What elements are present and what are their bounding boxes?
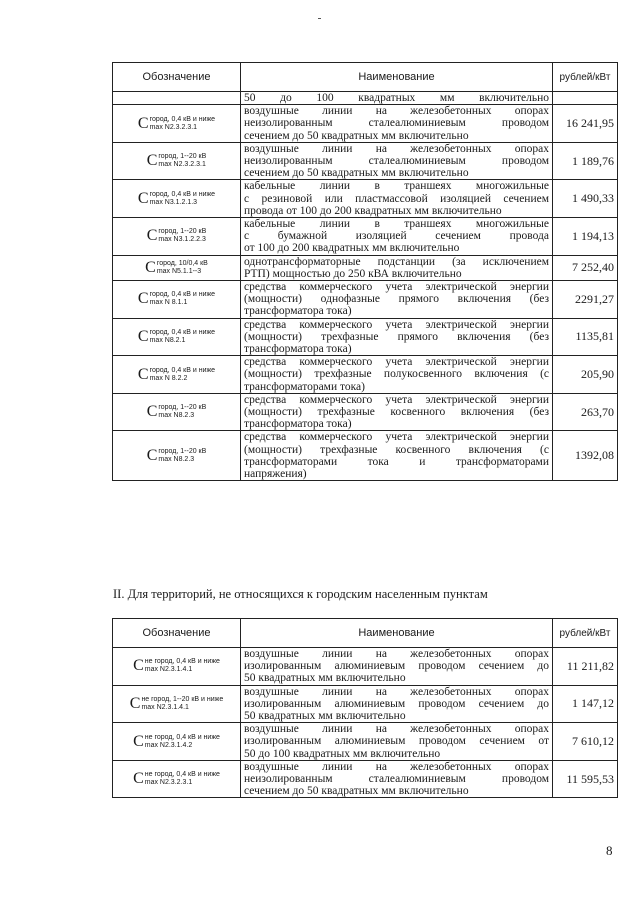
symbol-letter: C xyxy=(133,732,144,750)
symbol-subscript: max N2.3.1.4.2 xyxy=(144,741,193,749)
symbol-subscript: max N5.1.1--3 xyxy=(156,267,202,275)
name-line: воздушные линии на железобетонных опорах xyxy=(244,723,549,736)
name-line: воздушные линии на железобетонных опорах xyxy=(244,685,549,698)
name-line: воздушные линии на железобетонных опорах xyxy=(244,105,549,118)
name-line: изолированным алюминиевым проводом сечением до xyxy=(244,697,549,710)
name-cell xyxy=(241,255,553,280)
table-row xyxy=(113,760,618,798)
tariff-symbol xyxy=(133,734,220,750)
name-line: трансформаторами тока) xyxy=(244,380,365,393)
scan-mark xyxy=(318,18,321,19)
symbol-superscript: город, 0,4 кВ и ниже xyxy=(149,328,216,336)
table-row xyxy=(113,356,618,394)
symbol-superscript: город, 0,4 кВ и ниже xyxy=(149,366,216,374)
table-row xyxy=(113,431,618,481)
name-line: средства коммерческого учета электрической энергии xyxy=(244,356,549,369)
name-line: неизолированным сталеалюминиевым проводом xyxy=(244,155,549,168)
tariff-table-rural xyxy=(112,618,618,798)
symbol-subscript: max N2.3.1.4.1 xyxy=(141,703,189,711)
price-cell: 1135,81 xyxy=(553,318,618,356)
symbol-superscript: город, 0,4 кВ и ниже xyxy=(149,291,216,299)
symbol-cell xyxy=(113,180,241,218)
header-symbol: Обозначение xyxy=(113,63,241,92)
table-row xyxy=(113,180,618,218)
name-line: воздушные линии на железобетонных опорах xyxy=(244,648,549,660)
tariff-symbol xyxy=(130,696,223,712)
name-line: (мощности) трехфазные косвенного включения (с xyxy=(244,443,549,456)
symbol-letter: C xyxy=(146,227,158,245)
symbol-subscript: max N8.2.3 xyxy=(158,412,195,420)
tariff-symbol xyxy=(138,191,215,207)
symbol-letter: C xyxy=(133,657,144,675)
symbol-cell xyxy=(113,281,241,319)
name-line: воздушные линии на железобетонных опорах xyxy=(244,142,549,155)
table-row xyxy=(113,218,618,256)
symbol-letter: C xyxy=(137,114,149,132)
table-row xyxy=(113,255,618,280)
name-cell xyxy=(241,105,553,143)
symbol-cell xyxy=(113,218,241,256)
name-line: трансформатора тока) xyxy=(244,305,352,318)
symbol-cell xyxy=(113,760,241,798)
symbol-letter: C xyxy=(146,152,158,170)
symbol-superscript: город, 1--20 кВ xyxy=(158,447,207,455)
tariff-symbol xyxy=(133,771,220,787)
symbol-letter: C xyxy=(146,446,158,464)
header-name: Наименование xyxy=(241,63,553,92)
price-cell: 11 211,82 xyxy=(553,648,618,686)
symbol-subscript: max N2.3.2.3.1 xyxy=(149,123,198,131)
name-line: изолированным алюминиевым проводом сечением до xyxy=(244,660,549,673)
name-line: неизолированным сталеалюминиевым проводом xyxy=(244,773,549,786)
name-cell xyxy=(241,685,553,723)
header-unit: рублей/кВт xyxy=(553,63,618,92)
tariff-symbol xyxy=(138,329,215,345)
price-cell: 1 194,13 xyxy=(553,218,618,256)
name-line: трансформатора тока) xyxy=(244,343,352,356)
page-number: 8 xyxy=(606,843,613,858)
name-line: средства коммерческого учета электрической энергии xyxy=(244,318,549,331)
tariff-symbol xyxy=(147,228,207,244)
symbol-superscript: город, 0,4 кВ и ниже xyxy=(149,115,216,123)
name-line: воздушные линии на железобетонных опорах xyxy=(244,760,549,773)
name-cell xyxy=(241,318,553,356)
name-line: (мощности) трехфазные прямого включения (без xyxy=(244,330,549,343)
symbol-superscript: не город, 0,4 кВ и ниже xyxy=(144,771,220,779)
symbol-subscript: max N2.3.2.3.1 xyxy=(144,779,193,787)
symbol-letter: C xyxy=(145,258,156,276)
name-cell xyxy=(241,393,553,431)
price-cell: 1 147,12 xyxy=(553,685,618,723)
name-line: напряжения) xyxy=(244,468,307,481)
name-line: изолированным алюминиевым проводом сечением от xyxy=(244,735,549,748)
symbol-subscript: max N2.3.2.3.1 xyxy=(158,161,206,169)
symbol-superscript: город, 10/0,4 кВ xyxy=(156,259,208,267)
name-line: от 100 до 200 квадратных мм включительно xyxy=(244,242,460,255)
price-cell: 7 610,12 xyxy=(553,723,618,761)
name-cell xyxy=(241,648,553,686)
symbol-superscript: город, 1--20 кВ xyxy=(158,228,207,236)
symbol-letter: C xyxy=(137,189,149,207)
name-cell xyxy=(241,180,553,218)
name-line: трансформаторами тока и трансформаторами xyxy=(244,455,549,468)
name-line: трансформатора тока) xyxy=(244,418,352,431)
name-line: с резиновой или пластмассовой изоляцией сечением xyxy=(244,192,549,205)
price-cell: 2291,27 xyxy=(553,281,618,319)
tariff-symbol xyxy=(147,448,207,464)
price-cell: 205,90 xyxy=(553,356,618,394)
name-line: кабельные линии в траншеях многожильные xyxy=(244,218,549,231)
symbol-superscript: город, 0,4 кВ и ниже xyxy=(149,190,216,198)
section-heading: II. Для территорий, не относящихся к городским населенным пунктам xyxy=(113,587,488,601)
symbol-subscript: max N8.2.1 xyxy=(149,336,186,344)
symbol-subscript: max N 8.1.1 xyxy=(149,299,188,307)
symbol-cell xyxy=(113,318,241,356)
tariff-symbol xyxy=(147,153,207,169)
table-row xyxy=(113,318,618,356)
tariff-symbol xyxy=(138,367,215,383)
symbol-superscript: не город, 1--20 кВ и ниже xyxy=(141,695,224,703)
header-unit: рублей/кВт xyxy=(553,619,618,648)
symbol-subscript: max N3.1.2.1.3 xyxy=(149,198,198,206)
name-line: с бумажной изоляцией сечением провода xyxy=(244,230,549,243)
name-line: 50 квадратных мм включительно xyxy=(244,710,406,723)
symbol-cell xyxy=(113,105,241,143)
table-header-row xyxy=(113,619,618,648)
name-line: средства коммерческого учета электрической энергии xyxy=(244,393,549,406)
symbol-superscript: город, 1--20 кВ xyxy=(158,153,207,161)
symbol-cell xyxy=(113,431,241,481)
tariff-symbol xyxy=(147,404,207,420)
name-cell xyxy=(241,356,553,394)
tariff-symbol xyxy=(138,116,215,132)
tariff-symbol xyxy=(133,658,220,674)
name-line: (мощности) однофазные прямого включения (без xyxy=(244,293,549,306)
symbol-letter: C xyxy=(146,403,158,421)
table-row xyxy=(113,281,618,319)
name-line: однотрансформаторные подстанции (за исключением xyxy=(244,255,549,268)
continuation-text: 50 до 100 квадратных мм включительно xyxy=(241,92,553,105)
price-cell: 1 189,76 xyxy=(553,142,618,180)
table-row xyxy=(113,723,618,761)
symbol-superscript: не город, 0,4 кВ и ниже xyxy=(144,658,220,666)
name-line: сечением до 50 квадратных мм включительно xyxy=(244,129,469,142)
tariff-symbol xyxy=(138,291,215,307)
price-cell: 1 490,33 xyxy=(553,180,618,218)
name-line: (мощности) трехфазные полукосвенного включения (с xyxy=(244,368,549,381)
price-cell: 16 241,95 xyxy=(553,105,618,143)
name-cell xyxy=(241,281,553,319)
header-name: Наименование xyxy=(241,619,553,648)
symbol-cell xyxy=(113,723,241,761)
table-row xyxy=(113,142,618,180)
empty-cell xyxy=(113,92,241,105)
name-line: сечением до 50 квадратных мм включительно xyxy=(244,785,469,798)
table-header-row xyxy=(113,63,618,92)
empty-cell xyxy=(553,92,618,105)
tariff-table-urban xyxy=(112,62,618,481)
name-cell xyxy=(241,760,553,798)
table-row xyxy=(113,393,618,431)
symbol-cell xyxy=(113,685,241,723)
name-line: кабельные линии в траншеях многожильные xyxy=(244,180,549,193)
name-line: 50 до 100 квадратных мм включительно xyxy=(244,747,441,760)
name-line: средства коммерческого учета электрической энергии xyxy=(244,281,549,294)
symbol-letter: C xyxy=(137,290,149,308)
symbol-superscript: город, 1--20 кВ xyxy=(158,404,207,412)
symbol-superscript: не город, 0,4 кВ и ниже xyxy=(144,733,220,741)
symbol-cell xyxy=(113,356,241,394)
name-line: 50 квадратных мм включительно xyxy=(244,672,406,685)
symbol-letter: C xyxy=(137,365,149,383)
name-line: неизолированным сталеалюминиевым проводом xyxy=(244,117,549,130)
symbol-letter: C xyxy=(137,327,149,345)
table-row xyxy=(113,105,618,143)
symbol-letter: C xyxy=(133,770,144,788)
name-line: сечением до 50 квадратных мм включительно xyxy=(244,167,469,180)
symbol-cell xyxy=(113,255,241,280)
symbol-subscript: max N3.1.2.2.3 xyxy=(158,236,206,244)
price-cell: 7 252,40 xyxy=(553,255,618,280)
symbol-cell xyxy=(113,648,241,686)
name-line: (мощности) трехфазные косвенного включения (без xyxy=(244,406,549,419)
price-cell: 1392,08 xyxy=(553,431,618,481)
name-cell xyxy=(241,142,553,180)
name-cell xyxy=(241,218,553,256)
name-cell xyxy=(241,723,553,761)
name-cell xyxy=(241,431,553,481)
name-line: провода от 100 до 200 квадратных мм включительно xyxy=(244,204,502,217)
name-line: средства коммерческого учета электрической энергии xyxy=(244,431,549,444)
tariff-symbol xyxy=(145,260,208,276)
price-cell: 11 595,53 xyxy=(553,760,618,798)
continuation-row xyxy=(113,92,618,105)
name-line: РТП) мощностью до 250 кВА включительно xyxy=(244,267,462,280)
symbol-cell xyxy=(113,142,241,180)
symbol-letter: C xyxy=(129,694,141,712)
symbol-subscript: max N2.3.1.4.1 xyxy=(144,666,193,674)
header-symbol: Обозначение xyxy=(113,619,241,648)
symbol-subscript: max N8.2.3 xyxy=(158,455,195,463)
table-row xyxy=(113,648,618,686)
table-row xyxy=(113,685,618,723)
symbol-subscript: max N 8.2.2 xyxy=(149,374,188,382)
price-cell: 263,70 xyxy=(553,393,618,431)
symbol-cell xyxy=(113,393,241,431)
